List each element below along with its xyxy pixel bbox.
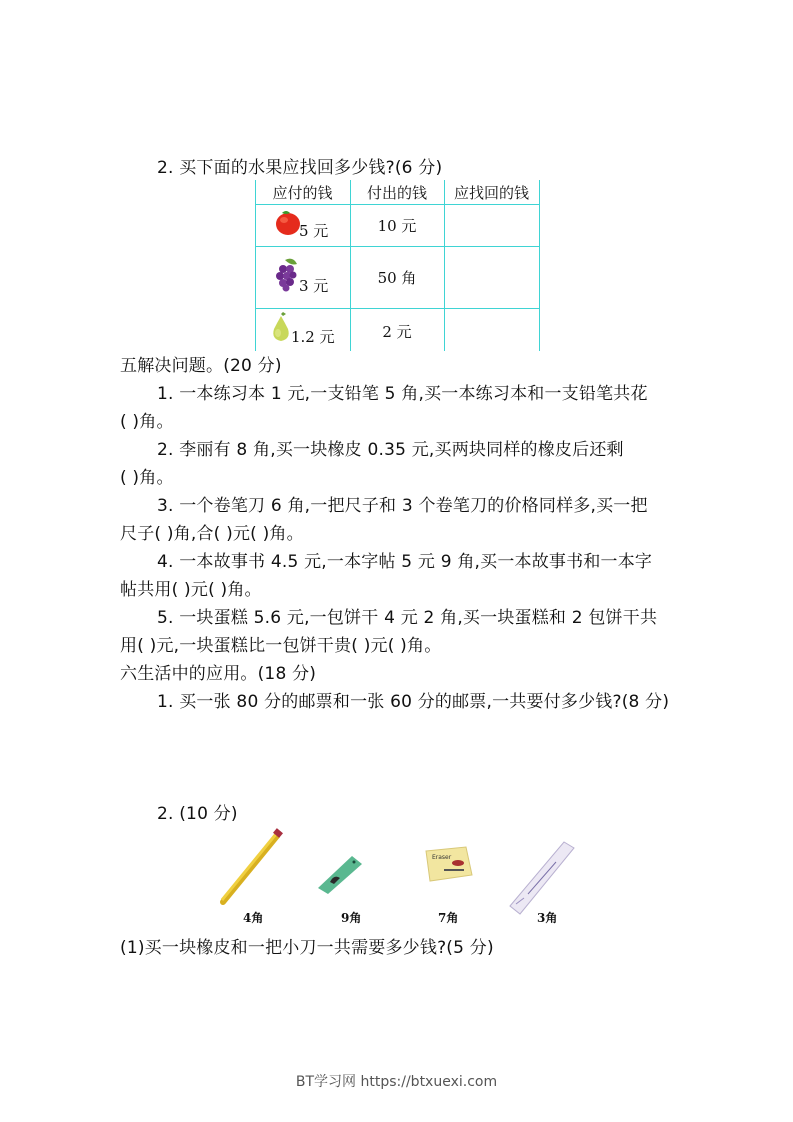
price-text: 5 元 — [299, 221, 329, 240]
problem-text: 1. 买一张 80 分的邮票和一张 60 分的邮票,一共要付多少钱?(8 分) — [157, 692, 670, 712]
sub-question: (1)买一块橡皮和一把小刀一共需要多少钱?(5 分) — [120, 938, 494, 958]
section-heading: 五解决问题。(20 分) — [120, 356, 282, 376]
price-text: 1.2 元 — [291, 327, 335, 346]
fruit-price — [299, 275, 329, 295]
fruit-price — [291, 326, 341, 346]
problem-text: 4. 一本故事书 4.5 元,一本字帖 5 元 9 角,买一本故事书和一本字 — [157, 552, 653, 572]
problem-answer-line: 尺子( )角,合( )元( )角。 — [120, 524, 304, 544]
grape-icon — [275, 256, 299, 292]
paid-cell — [350, 318, 444, 344]
paid-text: 2 元 — [382, 322, 412, 341]
problem-answer-line: ( )角。 — [120, 468, 174, 488]
paid-cell — [350, 246, 444, 308]
paid-text: 10 元 — [377, 216, 417, 235]
problem-text: 2. 李丽有 8 角,买一块橡皮 0.35 元,买两块同样的橡皮后还剩 — [157, 440, 624, 460]
table-header-cell — [444, 180, 539, 204]
problem-text: 3. 一个卷笔刀 6 角,一把尺子和 3 个卷笔刀的价格同样多,买一把 — [157, 496, 648, 516]
price-label: 7角 — [438, 911, 459, 925]
problem-text: 5. 一块蛋糕 5.6 元,一包饼干 4 元 2 角,买一块蛋糕和 2 包饼干共 — [157, 608, 658, 628]
problem-answer-line: 用( )元,一块蛋糕比一包饼干贵( )元( )角。 — [120, 636, 442, 656]
change-answer-cell[interactable] — [444, 308, 539, 351]
header-label: 应付的钱 — [272, 183, 333, 202]
eraser-icon — [422, 843, 474, 885]
ruler-icon — [508, 840, 576, 916]
paid-text: 50 角 — [377, 268, 417, 287]
price-label: 3角 — [537, 911, 558, 925]
change-answer-cell[interactable] — [444, 246, 539, 308]
table-header-cell — [350, 180, 444, 204]
svg-text:Eraser: Eraser — [432, 854, 452, 861]
paid-cell — [350, 204, 444, 246]
section-heading: 六生活中的应用。(18 分) — [120, 664, 317, 684]
table-header-cell — [255, 180, 350, 204]
price-text: 3 元 — [299, 276, 329, 295]
table-border — [539, 180, 540, 351]
problem-answer-line: ( )角。 — [120, 412, 174, 432]
price-label: 4角 — [243, 911, 264, 925]
question-title: 2. 买下面的水果应找回多少钱?(6 分) — [157, 158, 443, 178]
footer-watermark: BT学习网 https://btxuexi.com — [295, 1074, 498, 1090]
pear-icon — [269, 311, 293, 343]
apple-icon — [274, 208, 302, 236]
pencil-icon — [217, 828, 285, 906]
price-label: 9角 — [341, 911, 362, 925]
fruit-price — [299, 220, 329, 240]
change-answer-cell[interactable] — [444, 204, 539, 246]
pencil-sharpener-icon — [316, 852, 364, 896]
header-label: 应找回的钱 — [453, 183, 529, 202]
table-border — [255, 180, 256, 351]
problem-answer-line: 帖共用( )元( )角。 — [120, 580, 262, 600]
header-label: 付出的钱 — [366, 183, 427, 202]
fruit-change-table — [255, 180, 540, 351]
problem-label: 2. (10 分) — [157, 804, 238, 824]
problem-text: 1. 一本练习本 1 元,一支铅笔 5 角,买一本练习本和一支铅笔共花 — [157, 384, 648, 404]
